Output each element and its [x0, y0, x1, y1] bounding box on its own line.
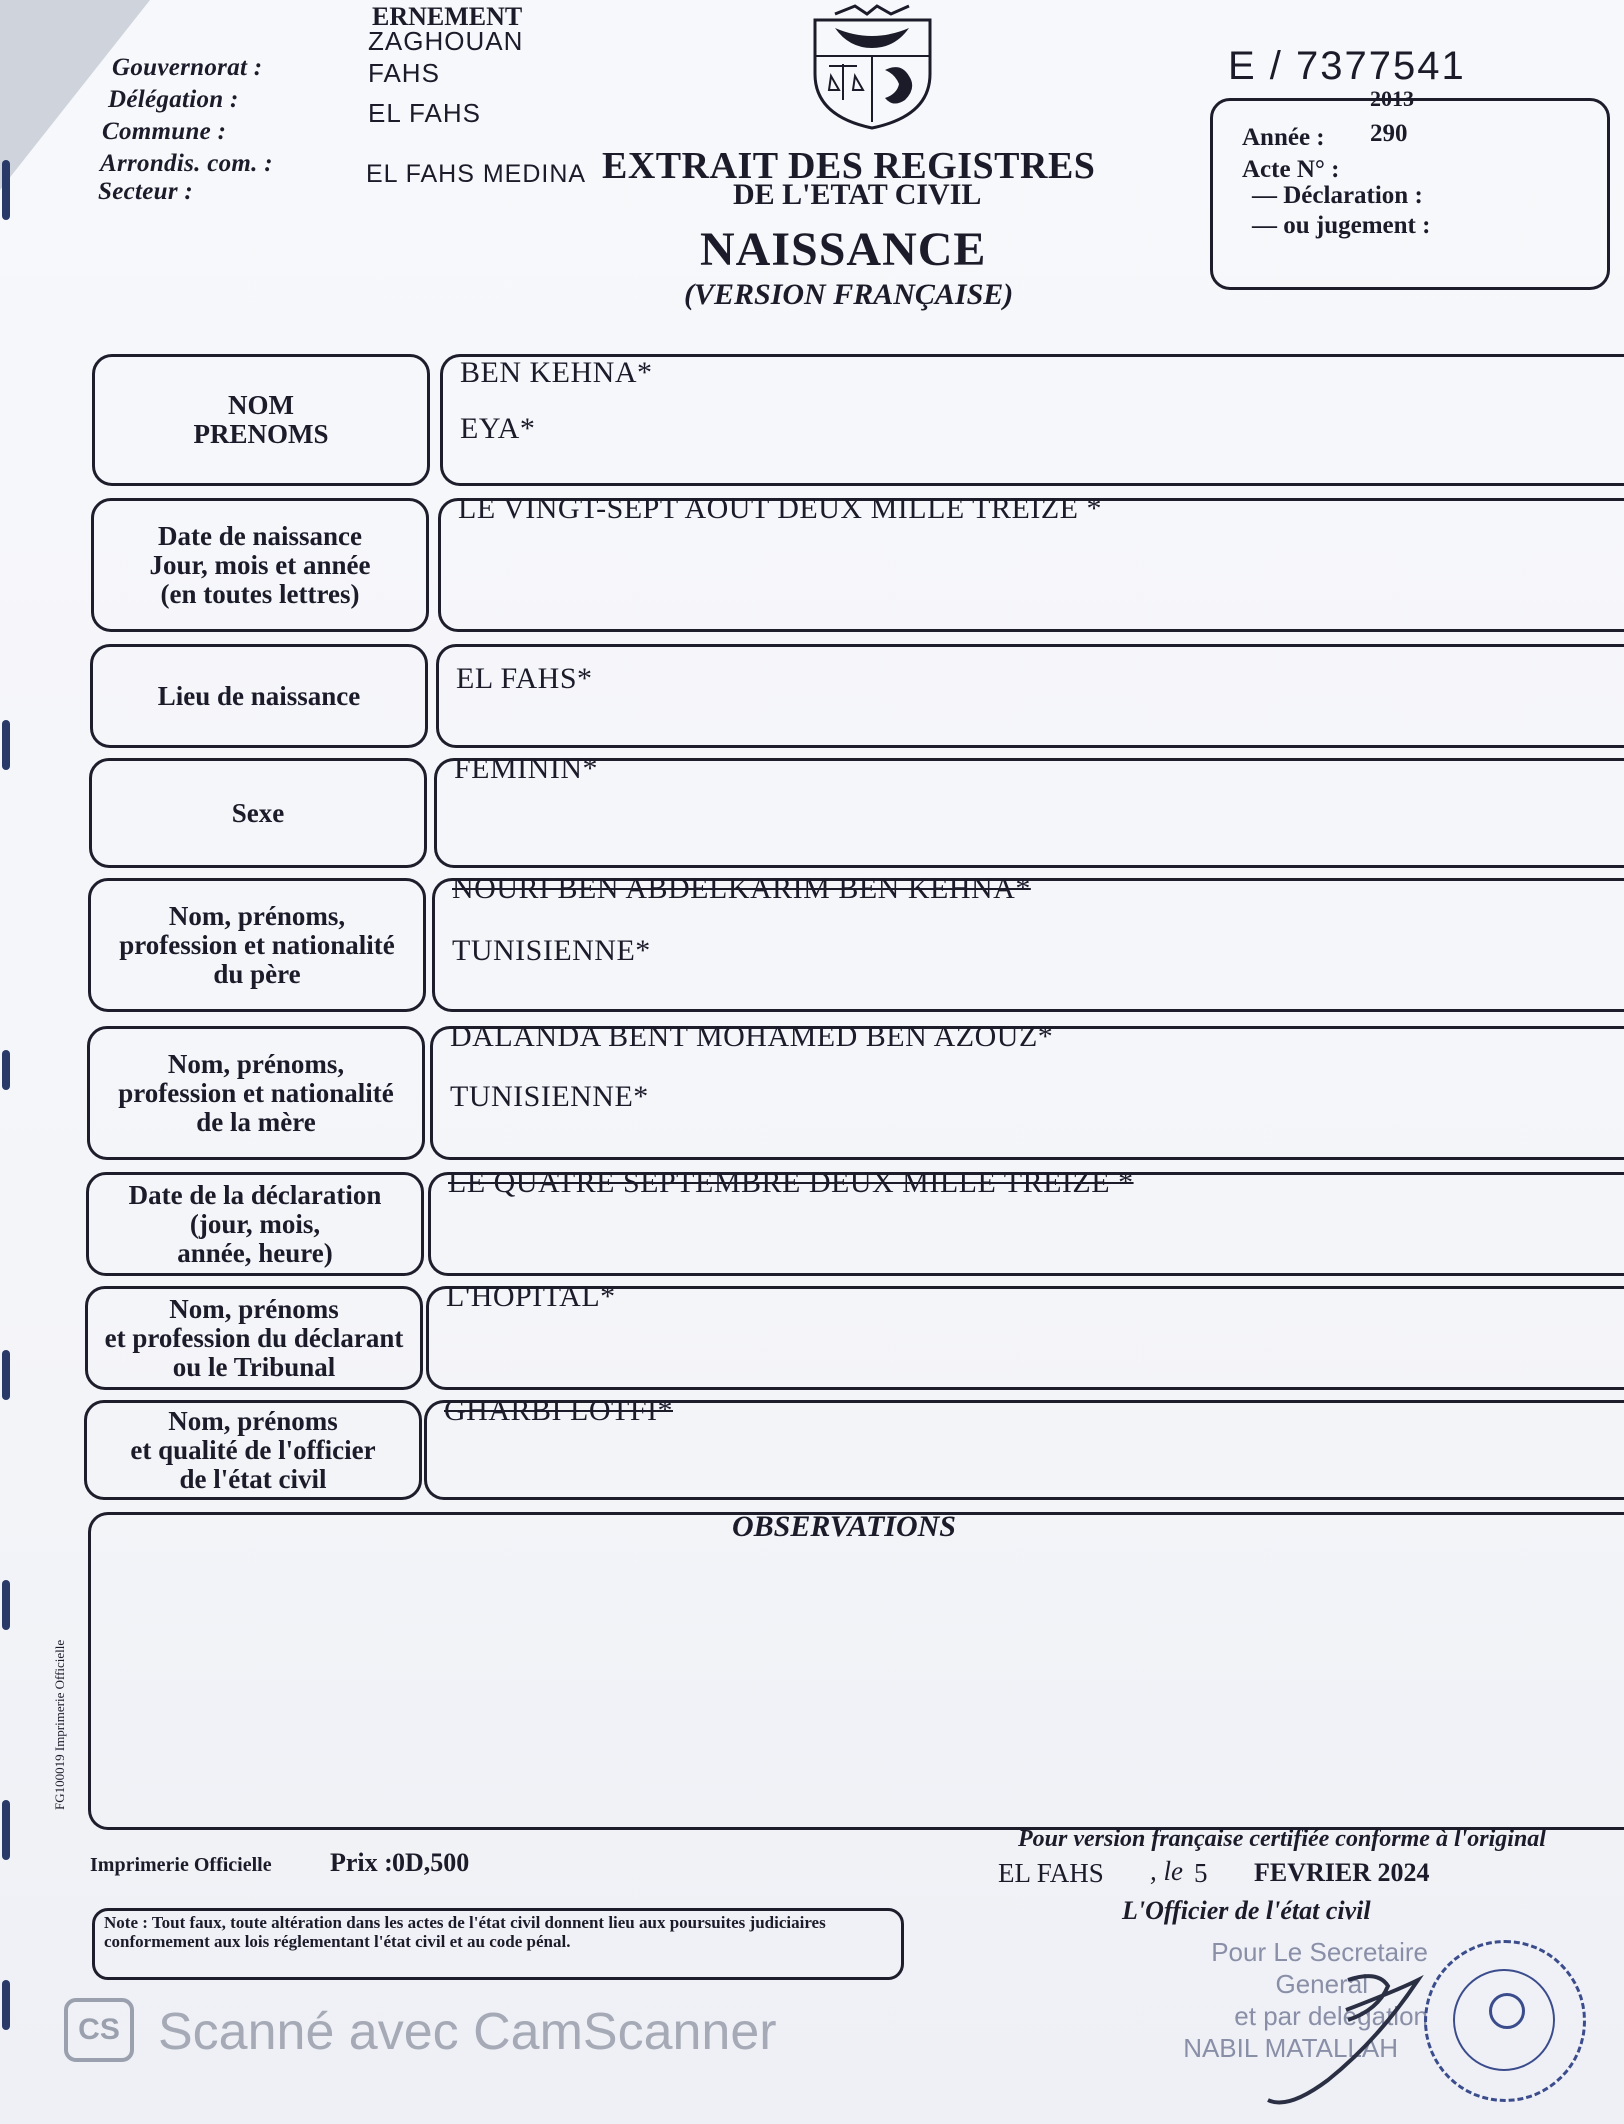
row-label: Nom, prénoms, profession et nationalité de la mère: [87, 1026, 425, 1160]
row-entry: TUNISIENNE*: [450, 1080, 649, 1113]
date-le: , le: [1150, 1856, 1183, 1886]
title-line1: EXTRAIT DES REGISTRES: [602, 145, 1096, 187]
row-entry: LE QUATRE SEPTEMBRE DEUX MILLE TREIZE *: [448, 1166, 1134, 1199]
annee-value: 2013: [1370, 86, 1414, 111]
row-value-box: [434, 758, 1624, 868]
title-line2: DE L'ETAT CIVIL: [733, 178, 982, 211]
row-entry: NOURI BEN ABDELKARIM BEN KEHNA*: [452, 872, 1031, 905]
serial-number: E / 7377541: [1228, 44, 1466, 88]
observations-box: [88, 1512, 1624, 1830]
row-label: Nom, prénoms et profession du déclarant ou le Tribunal: [85, 1286, 423, 1390]
title-subtitle: (VERSION FRANÇAISE): [684, 278, 1014, 311]
gouvernorat-value: ZAGHOUAN: [368, 26, 524, 56]
coat-of-arms-icon: [805, 4, 940, 132]
row-entry: BEN KEHNA*: [460, 356, 653, 389]
row-entry: LE VINGT-SEPT AOUT DEUX MILLE TREIZE *: [458, 492, 1102, 525]
row-label: Date de naissance Jour, mois et année (en toutes lettres): [91, 498, 429, 632]
observations-title: OBSERVATIONS: [732, 1510, 956, 1543]
camscanner-logo-icon: CS: [64, 1998, 134, 2062]
row-entry: L'HOPITAL*: [446, 1280, 616, 1313]
row-label: Nom, prénoms, profession et nationalité du père: [88, 878, 426, 1012]
arrondis-label: Arrondis. com. :: [100, 150, 273, 177]
secteur-value: EL FAHS MEDINA: [366, 160, 587, 188]
certified-text: Pour version française certifiée conforme à l'original: [1018, 1826, 1546, 1852]
edge-mark: [2, 160, 10, 220]
declaration-label: — Déclaration :: [1252, 182, 1423, 209]
commune-value: EL FAHS: [368, 98, 481, 128]
officer-title: L'Officier de l'état civil: [1122, 1896, 1371, 1925]
seal-crescent-icon: [1489, 1993, 1525, 2029]
edge-mark: [2, 1580, 10, 1630]
prix-label: Prix :: [330, 1848, 393, 1877]
row-entry: EL FAHS*: [456, 662, 593, 695]
row-entry: EYA*: [460, 412, 536, 445]
side-print-code: FG100019 Imprimerie Officielle: [52, 1639, 67, 1810]
camscanner-watermark: Scanné avec CamScanner: [158, 2003, 777, 2061]
prix-value: 0D,500: [392, 1848, 470, 1877]
commune-label: Commune :: [102, 118, 227, 145]
row-entry: FEMININ*: [454, 752, 598, 785]
legal-note: Note : Tout faux, toute altération dans les actes de l'état civil donnent lieu aux poursuites judiciaires conformement aux lois réglementant l'état civil et au code pénal.: [104, 1913, 826, 1951]
edge-mark: [2, 1050, 10, 1090]
row-entry: TUNISIENNE*: [452, 934, 651, 967]
row-label: NOM PRENOMS: [92, 354, 430, 486]
signature-icon: [1228, 1950, 1448, 2120]
jugement-label: — ou jugement :: [1252, 212, 1431, 239]
row-label: Lieu de naissance: [90, 644, 428, 748]
row-entry: GHARBI LOTFI*: [444, 1394, 673, 1427]
printer-label: Imprimerie Officielle: [90, 1854, 272, 1876]
stamp-line: General: [1275, 1969, 1368, 1999]
row-label: Nom, prénoms et qualité de l'officier de l'état civil: [84, 1400, 422, 1500]
header-cut-text: ERNEMENT: [372, 2, 523, 31]
date-day: 5: [1194, 1858, 1208, 1888]
edge-mark: [2, 1350, 10, 1400]
place-text: EL FAHS: [998, 1858, 1104, 1888]
delegation-label: Délégation :: [108, 86, 239, 113]
stamp-line: Pour Le Secretaire: [1211, 1937, 1428, 1967]
row-label: Date de la déclaration (jour, mois, année, heure): [86, 1172, 424, 1276]
edge-mark: [2, 1800, 10, 1860]
stamp-line: et par delegation: [1234, 2001, 1428, 2031]
row-value-box: [436, 644, 1624, 748]
delegation-value: FAHS: [368, 58, 440, 88]
document-title: NAISSANCE: [700, 223, 987, 276]
row-label: Sexe: [89, 758, 427, 868]
gouvernorat-label: Gouvernorat :: [112, 54, 263, 81]
edge-mark: [2, 720, 10, 770]
stamp-line: NABIL MATALLAH: [1183, 2033, 1398, 2063]
acte-value: 290: [1370, 120, 1408, 147]
row-entry: DALANDA BENT MOHAMED BEN AZOUZ*: [450, 1020, 1054, 1053]
secteur-label: Secteur :: [98, 178, 194, 205]
date-month-year: FEVRIER 2024: [1254, 1858, 1430, 1887]
edge-mark: [2, 1980, 10, 2030]
acte-label: Acte N° :: [1242, 156, 1340, 183]
annee-label: Année :: [1242, 124, 1325, 151]
official-seal-icon: [1424, 1940, 1586, 2102]
